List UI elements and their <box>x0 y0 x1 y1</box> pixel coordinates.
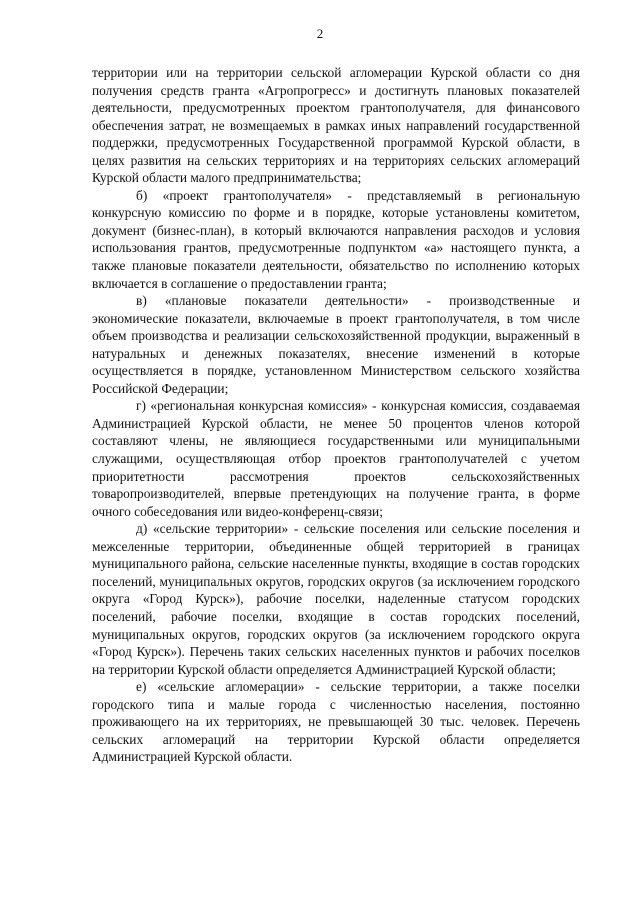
paragraph-d-rural-territories: д) «сельские территории» - сельские поселения или сельские поселения и межселенные территории, объединенные общей территорией в границах муниципального района, сельские населенные пункты, входящие в состав городских поселений, муниципальных округов, городских округов (за исключением городского округа «Город Курск»), рабочие поселки, наделенные статусом городских поселений, рабочие поселки, входящие в состав городских поселений, муниципальных округов, городских округов (за исключением городского округа «Город Курск»). Перечень таких сельских населенных пунктов и рабочих поселков на территории Курской области определяется Администрацией Курской области; <box>92 521 580 677</box>
paragraph-g-regional-commission: г) «региональная конкурсная комиссия» - конкурсная комиссия, создаваемая Администрацией Курской области, не менее 50 процентов членов которой составляют члены, не являющиеся государственными или муниципальными служащими, осуществляющая отбор проектов грантополучателей с учетом приоритетности рассмотрения проектов сельскохозяйственных товаропроизводителей, впервые претендующих на получение гранта, в форме очного собеседования или видео-конференц-связи; <box>92 398 580 519</box>
page-number: 2 <box>316 26 324 41</box>
paragraph-e-rural-agglomerations: е) «сельские агломерации» - сельские территории, а также поселки городского типа и малые города с численностью населения, постоянно проживающего на их территориях, не превышающей 30 тыс. человек. Перечень сельских агломераций на территории Курской области определяется Администрацией Курской области. <box>92 679 580 765</box>
paragraph-continuation: территории или на территории сельской агломерации Курской области со дня получения средств гранта «Агропрогресс» и достигнуть плановых показателей деятельности, предусмотренных проектом грантополучателя, для финансового обеспечения затрат, не возмещаемых в рамках иных направлений государственной поддержки, предусмотренных Государственной программой Курской области, в целях развития на сельских территориях и на территориях сельских агломераций Курской области малого предпринимательства; <box>92 65 580 186</box>
paragraph-v-planned-indicators: в) «плановые показатели деятельности» - производственные и экономические показатели, включаемые в проект грантополучателя, в том числе объем производства и реализации сельскохозяйственной продукции, выраженный в натуральных и денежных показателях, внесение изменений в которые осуществляется в порядке, установленном Министерством сельского хозяйства Российской Федерации; <box>92 293 580 396</box>
paragraph-b-grantee-project: б) «проект грантополучателя» - представляемый в региональную конкурсную комиссию по форме и в порядке, которые установлены комитетом, документ (бизнес-план), в который включаются направления расходов и условия использования грантов, предусмотренные подпунктом «а» настоящего пункта, а также плановые показатели деятельности, обязательство по исполнению которых включается в соглашение о предоставлении гранта; <box>92 187 580 291</box>
document-body <box>92 64 580 766</box>
